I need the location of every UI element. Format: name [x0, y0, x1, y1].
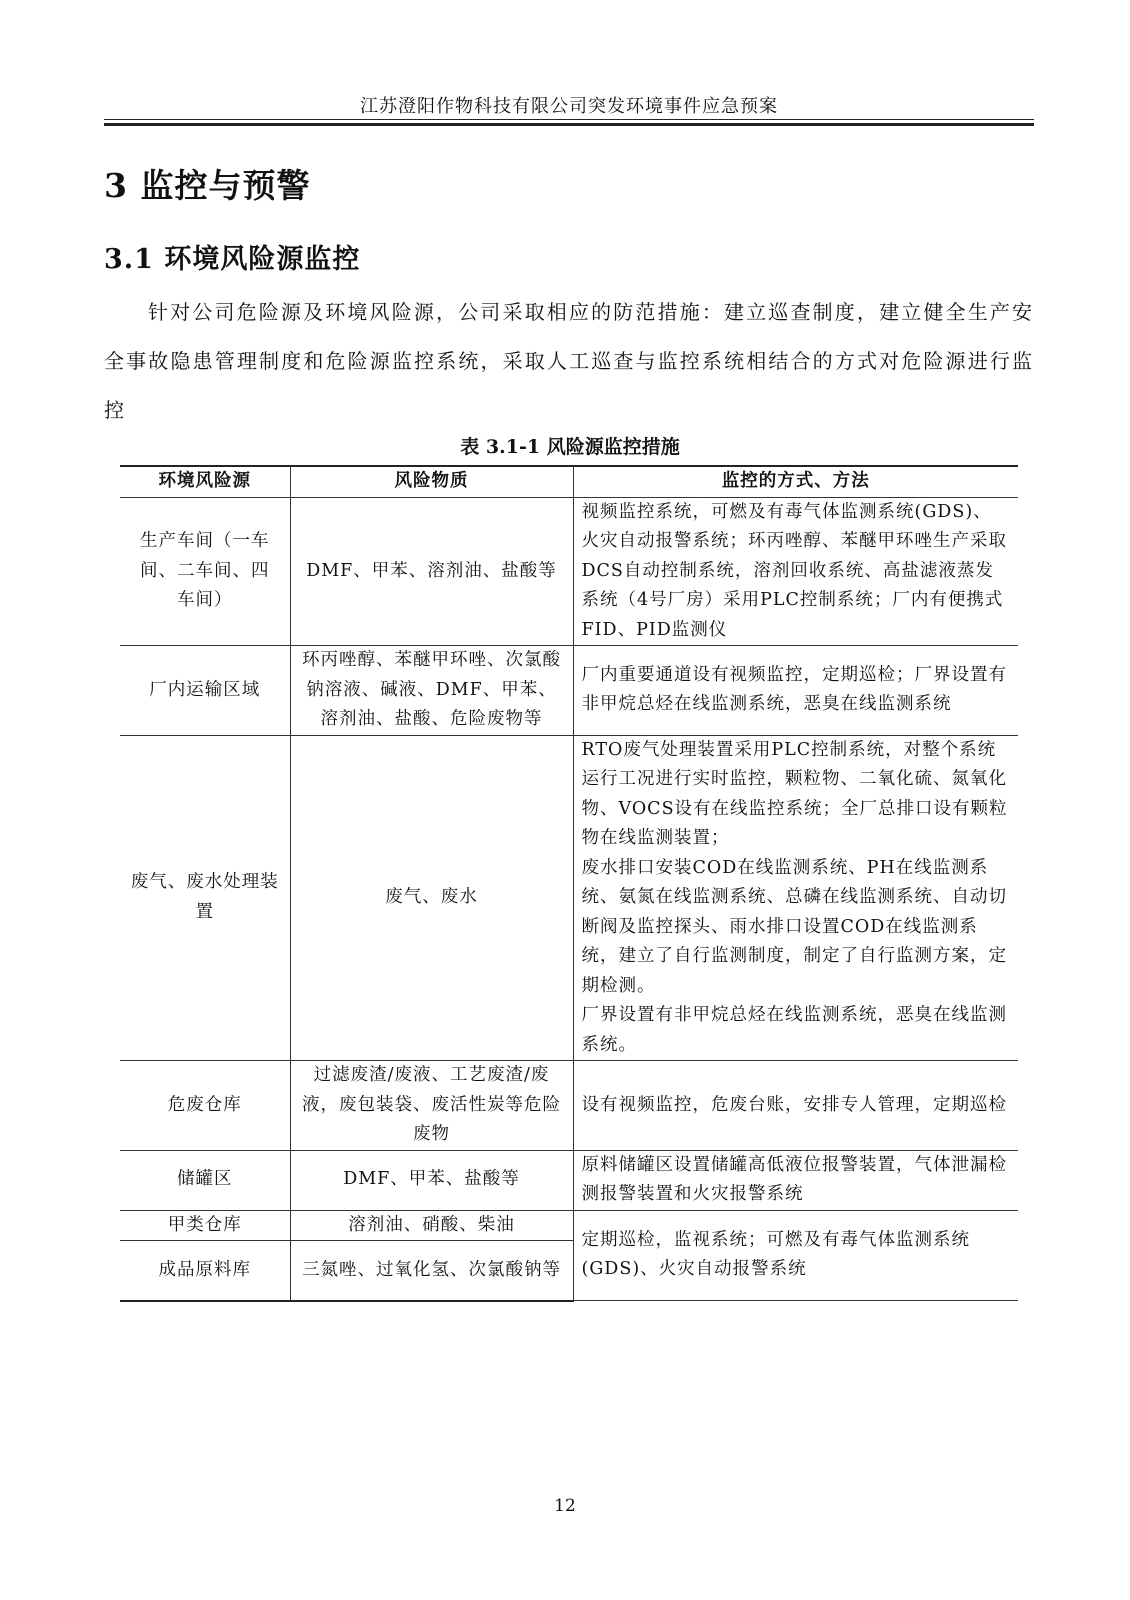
risk-source-cell: 废气、废水处理装置 [120, 735, 290, 1061]
monitoring-method-cell: 原料储罐区设置储罐高低液位报警装置，气体泄漏检测报警装置和火灾报警系统 [573, 1150, 1018, 1210]
risk-material-cell: 过滤废渣/废液、工艺废渣/废液，废包装袋、废活性炭等危险废物 [290, 1061, 573, 1151]
risk-material-cell: 三氮唑、过氧化氢、次氯酸钠等 [290, 1241, 573, 1301]
risk-source-cell: 生产车间（一车间、二车间、四车间） [120, 497, 290, 646]
risk-source-cell: 甲类仓库 [120, 1210, 290, 1241]
table-row [120, 1150, 1018, 1210]
table-row [120, 1061, 1018, 1151]
risk-material-cell: 环丙唑醇、苯醚甲环唑、次氯酸钠溶液、碱液、DMF、甲苯、溶剂油、盐酸、危险废物等 [290, 646, 573, 736]
page-number: 12 [554, 1496, 576, 1516]
monitoring-method-cell [573, 735, 1018, 1061]
risk-material-cell: DMF、甲苯、溶剂油、盐酸等 [290, 497, 573, 646]
monitoring-method-cell: 定期巡检，监视系统；可燃及有毒气体监测系统(GDS)、火灾自动报警系统 [573, 1210, 1018, 1301]
risk-source-cell: 厂内运输区域 [120, 646, 290, 736]
header-rule-thick [104, 123, 1034, 126]
table-header-row [120, 466, 1018, 497]
table-row [120, 497, 1018, 646]
monitoring-paragraph: 厂界设置有非甲烷总烃在线监测系统，恶臭在线监测系统。 [581, 1005, 1007, 1055]
table-row [120, 1210, 1018, 1241]
monitoring-method-cell: 设有视频监控，危废台账，安排专人管理，定期巡检 [573, 1061, 1018, 1151]
header-rule [104, 119, 1034, 120]
risk-material-cell: 溶剂油、硝酸、柴油 [290, 1210, 573, 1241]
risk-source-cell: 危废仓库 [120, 1061, 290, 1151]
column-header-risk-source: 环境风险源 [120, 466, 290, 497]
table-row [120, 735, 1018, 1061]
monitoring-paragraph: 废水排口安装COD在线监测系统、PH在线监测系统、氨氮在线监测系统、总磷在线监测系统、自动切断阀及监控探头、雨水排口设置COD在线监测系统，建立了自行监测制度，制定了自行监测方案，定期检测。 [581, 857, 1007, 996]
running-header: 江苏澄阳作物科技有限公司突发环境事件应急预案 [360, 96, 778, 117]
monitoring-paragraph: RTO废气处理装置采用PLC控制系统，对整个系统运行工况进行实时监控，颗粒物、二氧化硫、氮氧化物、VOCS设有在线监控系统；全厂总排口设有颗粒物在线监测装置； [581, 739, 1008, 848]
section-heading: 3 监控与预警 [104, 166, 311, 205]
table-row [120, 646, 1018, 736]
risk-source-cell: 成品原料库 [120, 1241, 290, 1301]
risk-material-cell: 废气、废水 [290, 735, 573, 1061]
monitoring-method-cell: 厂内重要通道设有视频监控，定期巡检；厂界设置有非甲烷总烃在线监测系统，恶臭在线监测系统 [573, 646, 1018, 736]
intro-paragraph: 针对公司危险源及环境风险源，公司采取相应的防范措施：建立巡查制度，建立健全生产安全事故隐患管理制度和危险源监控系统，采取人工巡查与监控系统相结合的方式对危险源进行监控 [104, 300, 1034, 422]
table-caption: 表 3.1-1 风险源监控措施 [460, 436, 680, 458]
subsection-heading: 3.1 环境风险源监控 [104, 244, 361, 275]
risk-source-cell: 储罐区 [120, 1150, 290, 1210]
monitoring-method-cell: 视频监控系统，可燃及有毒气体监测系统(GDS)、火灾自动报警系统；环丙唑醇、苯醚甲环唑生产采取DCS自动控制系统，溶剂回收系统、高盐滤液蒸发系统（4号厂房）采用PLC控制系统；厂内有便携式FID、PID监测仪 [573, 497, 1018, 646]
column-header-monitoring-method: 监控的方式、方法 [573, 466, 1018, 497]
risk-monitoring-table [120, 465, 1018, 1302]
column-header-risk-material: 风险物质 [290, 466, 573, 497]
risk-material-cell: DMF、甲苯、盐酸等 [290, 1150, 573, 1210]
